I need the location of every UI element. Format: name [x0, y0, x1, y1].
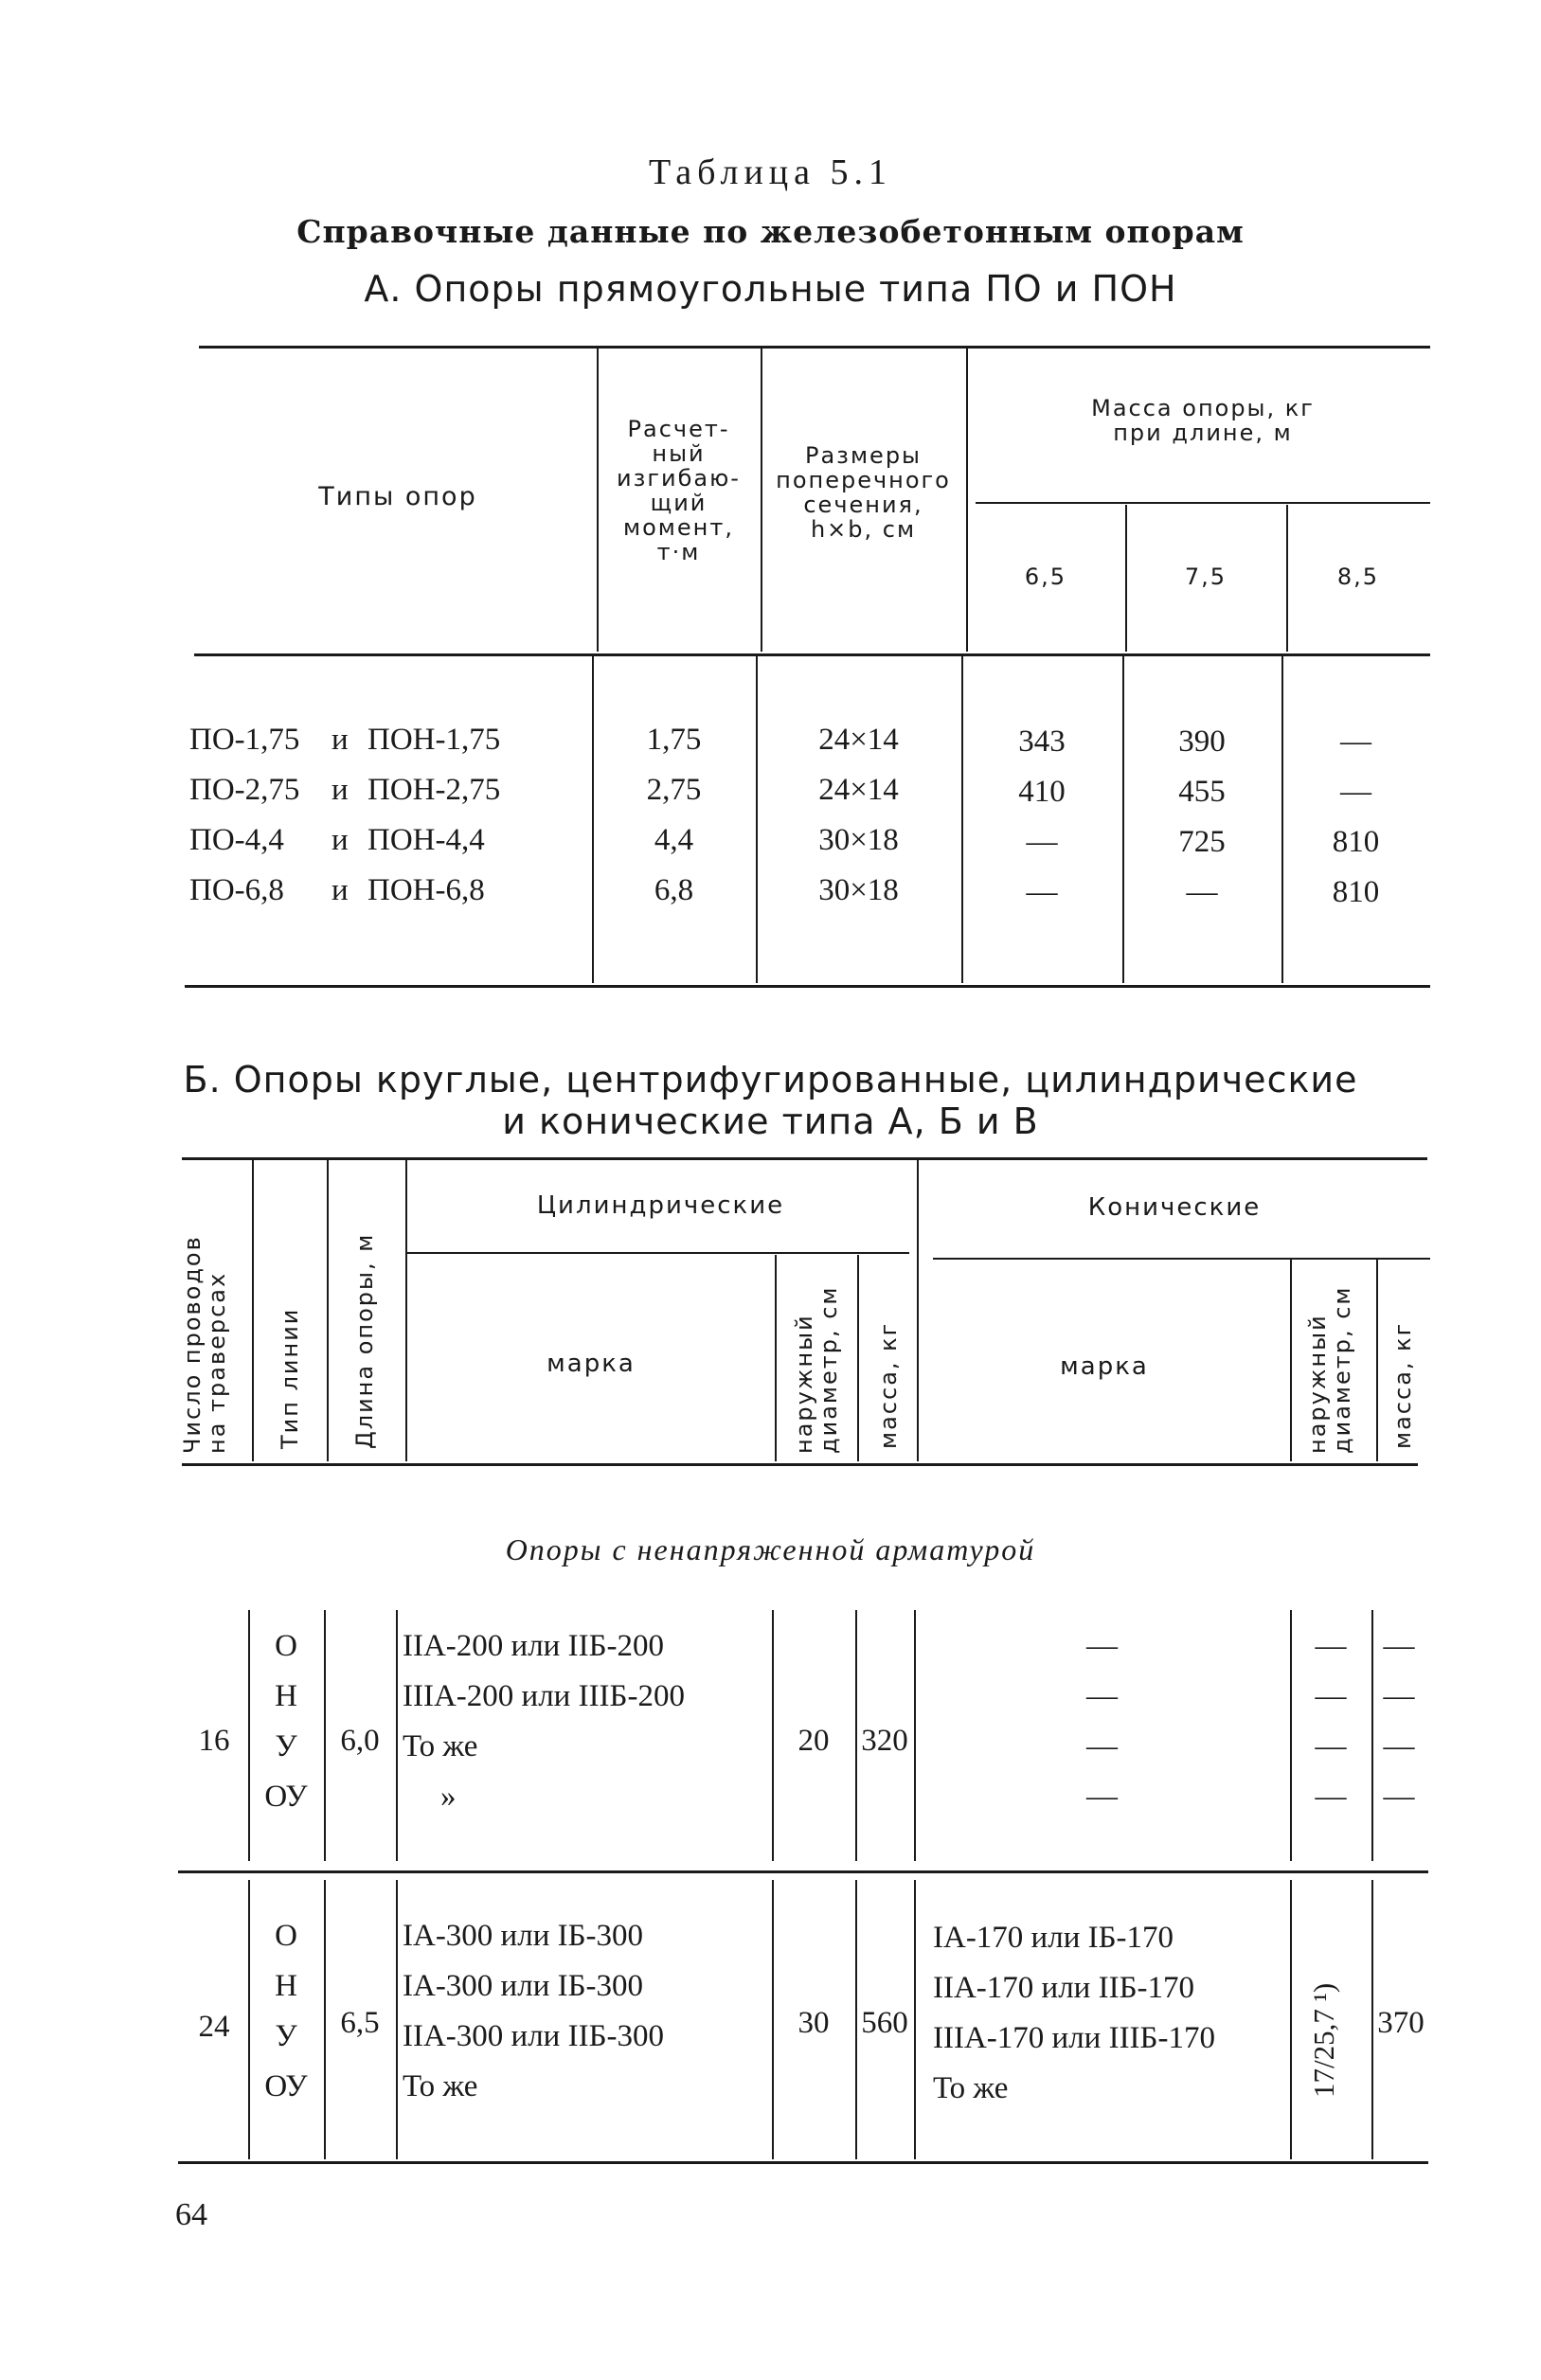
table-cell: 455 — [1178, 775, 1226, 809]
header-moment-line: момент, — [623, 514, 734, 541]
section-b-title-line: и конические типа А, Б и В — [502, 1101, 1039, 1142]
header-cyl-diameter — [792, 1285, 841, 1454]
header-wires-line: Число проводов — [179, 1235, 206, 1454]
table-cell: ПОН-1,75 — [367, 723, 501, 757]
section-a-title: А. Опоры прямоугольные типа ПО и ПОН — [364, 268, 1177, 310]
g1-wires: 16 — [198, 1724, 230, 1758]
table-cell: — — [1315, 1780, 1347, 1814]
table-cell: То же — [403, 2069, 478, 2103]
col-divider — [775, 1255, 777, 1461]
table-cell: — — [1086, 1679, 1118, 1713]
col-divider — [1290, 1880, 1292, 2159]
col-divider — [252, 1160, 254, 1461]
header-mass-line: при длине, м — [1113, 420, 1293, 446]
page-number: 64 — [175, 2197, 207, 2232]
g2-con-mass: 370 — [1377, 2006, 1425, 2040]
table-cell: — — [1383, 1629, 1415, 1663]
con-subheader-rule — [933, 1258, 1430, 1260]
table-cell: 24×14 — [818, 773, 899, 807]
table-cell: IА-300 или IБ-300 — [403, 1919, 644, 1953]
table-cell: ПОН-6,8 — [367, 873, 485, 907]
g1-cyl-mass: 320 — [861, 1724, 908, 1758]
table-cell: — — [1086, 1780, 1118, 1814]
table-cell: — — [1086, 1629, 1118, 1663]
header-diameter-line: диаметр, см — [1329, 1285, 1355, 1454]
g2-cyl-diameter: 30 — [797, 2006, 830, 2040]
header-size — [761, 443, 966, 542]
table-cell: 810 — [1332, 875, 1380, 909]
table-a-bottom-rule — [185, 985, 1430, 988]
table-cell: IIА-170 или IIБ-170 — [933, 1971, 1195, 2005]
table-cell: 30×18 — [818, 823, 899, 857]
header-moment-line: изгибаю- — [617, 465, 741, 492]
table-cell: — — [1383, 1679, 1415, 1713]
table-cell: У — [275, 2019, 297, 2053]
col-mass-6-5 — [961, 717, 1122, 918]
header-moment-line: т·м — [656, 539, 701, 565]
header-wires-line: на траверсах — [204, 1271, 230, 1454]
col-type-a — [189, 715, 299, 916]
table-cell: ОУ — [264, 2069, 308, 2103]
g1-line-types — [248, 1621, 324, 1822]
table-cell: ОУ — [264, 1780, 308, 1814]
g1-con-diameter — [1290, 1621, 1371, 1822]
table-cell: То же — [933, 2071, 1009, 2105]
g1-con-mass — [1371, 1621, 1426, 1822]
table-cell: — — [1383, 1780, 1415, 1814]
header-size-line: Размеры — [805, 442, 922, 469]
table-cell: и — [331, 773, 349, 807]
header-diameter-line: наружный — [1304, 1314, 1331, 1454]
table-cell: Н — [275, 1679, 297, 1713]
table-a-top-rule — [199, 346, 1430, 349]
header-size-line: поперечного — [776, 467, 951, 493]
col-mass-7-5 — [1122, 717, 1281, 918]
table-subtitle: Справочные данные по железобетонным опорам — [296, 213, 1245, 250]
header-moment-line: щий — [650, 490, 708, 516]
g2-wires: 24 — [198, 2010, 230, 2044]
table-cell: и — [331, 823, 349, 857]
table-a-header-rule — [194, 653, 1430, 656]
table-cell: О — [275, 1919, 297, 1953]
group-divider-rule — [178, 1870, 1428, 1873]
section-b-title-line: Б. Опоры круглые, центрифугированные, цилиндрические — [183, 1059, 1358, 1101]
header-cyl-mass: масса, кг — [875, 1321, 902, 1449]
g2-con-marks — [933, 1913, 1215, 2114]
col-divider — [966, 349, 968, 652]
col-divider — [1290, 1260, 1292, 1461]
table-cell: — — [1383, 1729, 1415, 1763]
table-b-header-rule — [182, 1463, 1418, 1466]
g2-con-diameter: 17/25,7 ¹) — [1307, 1982, 1340, 2098]
table-cell: 30×18 — [818, 873, 899, 907]
g2-cyl-marks — [403, 1911, 664, 2112]
header-types: Типы опор — [318, 482, 477, 511]
g1-cyl-diameter: 20 — [797, 1724, 830, 1758]
section-b-title — [0, 1059, 1541, 1142]
header-mass-line: Масса опоры, кг — [1091, 395, 1315, 421]
table-cell: — — [1026, 825, 1058, 859]
header-con-mark: марка — [1060, 1352, 1149, 1381]
table-cell: 6,8 — [654, 873, 694, 907]
col-size — [756, 715, 961, 916]
table-cell: 2,75 — [646, 773, 702, 807]
header-mass — [976, 396, 1430, 445]
col-mass-8-5 — [1281, 717, 1430, 918]
header-diameter-line: диаметр, см — [815, 1285, 842, 1454]
table-b-top-rule — [182, 1157, 1427, 1160]
table-cell: — — [1186, 875, 1218, 909]
header-cylindrical: Цилиндрические — [536, 1191, 785, 1220]
header-diameter-line: наружный — [791, 1314, 817, 1454]
header-len-8-5: 8,5 — [1336, 564, 1380, 590]
table-cell: ПО-4,4 — [189, 823, 284, 857]
table-cell: Н — [275, 1969, 297, 2003]
table-b-bottom-rule — [178, 2161, 1428, 2164]
g1-cyl-marks — [403, 1621, 685, 1822]
table-cell: ПО-2,75 — [189, 773, 300, 807]
table-cell: ПОН-2,75 — [367, 773, 501, 807]
table-cell: 4,4 — [654, 823, 694, 857]
header-conical: Конические — [1087, 1193, 1262, 1222]
header-con-mass: масса, кг — [1389, 1321, 1416, 1449]
g2-length: 6,5 — [340, 2006, 380, 2040]
table-cell: 725 — [1178, 825, 1226, 859]
col-and — [331, 715, 349, 916]
cyl-subheader-rule — [407, 1252, 909, 1254]
table-cell: — — [1340, 725, 1371, 759]
table-cell: 343 — [1018, 725, 1066, 759]
table-cell: — — [1315, 1679, 1347, 1713]
table-cell: ПО-1,75 — [189, 723, 300, 757]
header-moment — [597, 417, 761, 564]
header-size-line: сечения, — [803, 492, 923, 518]
header-moment-line: ный — [652, 440, 706, 467]
mass-subheader-rule — [976, 502, 1430, 504]
header-size-line: h×b, см — [810, 516, 917, 543]
col-type-b — [367, 715, 500, 916]
table-cell: ПО-6,8 — [189, 873, 284, 907]
table-cell: — — [1315, 1729, 1347, 1763]
col-divider — [857, 1255, 859, 1461]
table-cell: — — [1315, 1629, 1347, 1663]
table-cell: 390 — [1178, 725, 1226, 759]
col-divider — [914, 1880, 916, 2159]
table-cell: IА-170 или IБ-170 — [933, 1921, 1174, 1955]
table-number: Таблица 5.1 — [648, 152, 893, 192]
table-cell: IIIА-200 или IIIБ-200 — [403, 1679, 685, 1713]
g2-cyl-mass: 560 — [861, 2006, 908, 2040]
table-cell: IА-300 или IБ-300 — [403, 1969, 644, 2003]
table-cell: 410 — [1018, 775, 1066, 809]
table-cell: IIА-200 или IIБ-200 — [403, 1629, 665, 1663]
header-line-type: Тип линии — [277, 1307, 303, 1449]
col-divider — [396, 1610, 398, 1861]
table-cell: У — [275, 1729, 297, 1763]
subheading-nonstressed: Опоры с ненапряженной арматурой — [505, 1532, 1036, 1566]
table-cell: и — [331, 873, 349, 907]
header-len-7-5: 7,5 — [1184, 564, 1227, 590]
g2-line-types — [248, 1911, 324, 2112]
col-moment — [592, 715, 756, 916]
table-cell: и — [331, 723, 349, 757]
table-cell: — — [1026, 875, 1058, 909]
header-wires — [180, 1235, 229, 1454]
table-cell: » — [440, 1780, 457, 1814]
table-cell: То же — [403, 1729, 478, 1763]
table-cell: — — [1086, 1729, 1118, 1763]
header-length: Длина опоры, м — [351, 1232, 378, 1449]
table-cell: 1,75 — [646, 723, 702, 757]
col-divider — [327, 1160, 329, 1461]
table-cell: — — [1340, 775, 1371, 809]
col-divider — [1376, 1260, 1378, 1461]
table-cell: 810 — [1332, 825, 1380, 859]
table-cell: О — [275, 1629, 297, 1663]
header-moment-line: Расчет- — [627, 416, 730, 442]
header-cyl-mark: марка — [547, 1350, 636, 1378]
g1-con-marks — [914, 1621, 1290, 1822]
g1-length: 6,0 — [340, 1724, 380, 1758]
table-cell: IIА-300 или IIБ-300 — [403, 2019, 665, 2053]
header-con-diameter — [1305, 1285, 1354, 1454]
table-cell: 24×14 — [818, 723, 899, 757]
table-cell: IIIА-170 или IIIБ-170 — [933, 2021, 1215, 2055]
col-divider — [396, 1880, 398, 2159]
header-len-6-5: 6,5 — [1024, 564, 1067, 590]
table-cell: ПОН-4,4 — [367, 823, 485, 857]
